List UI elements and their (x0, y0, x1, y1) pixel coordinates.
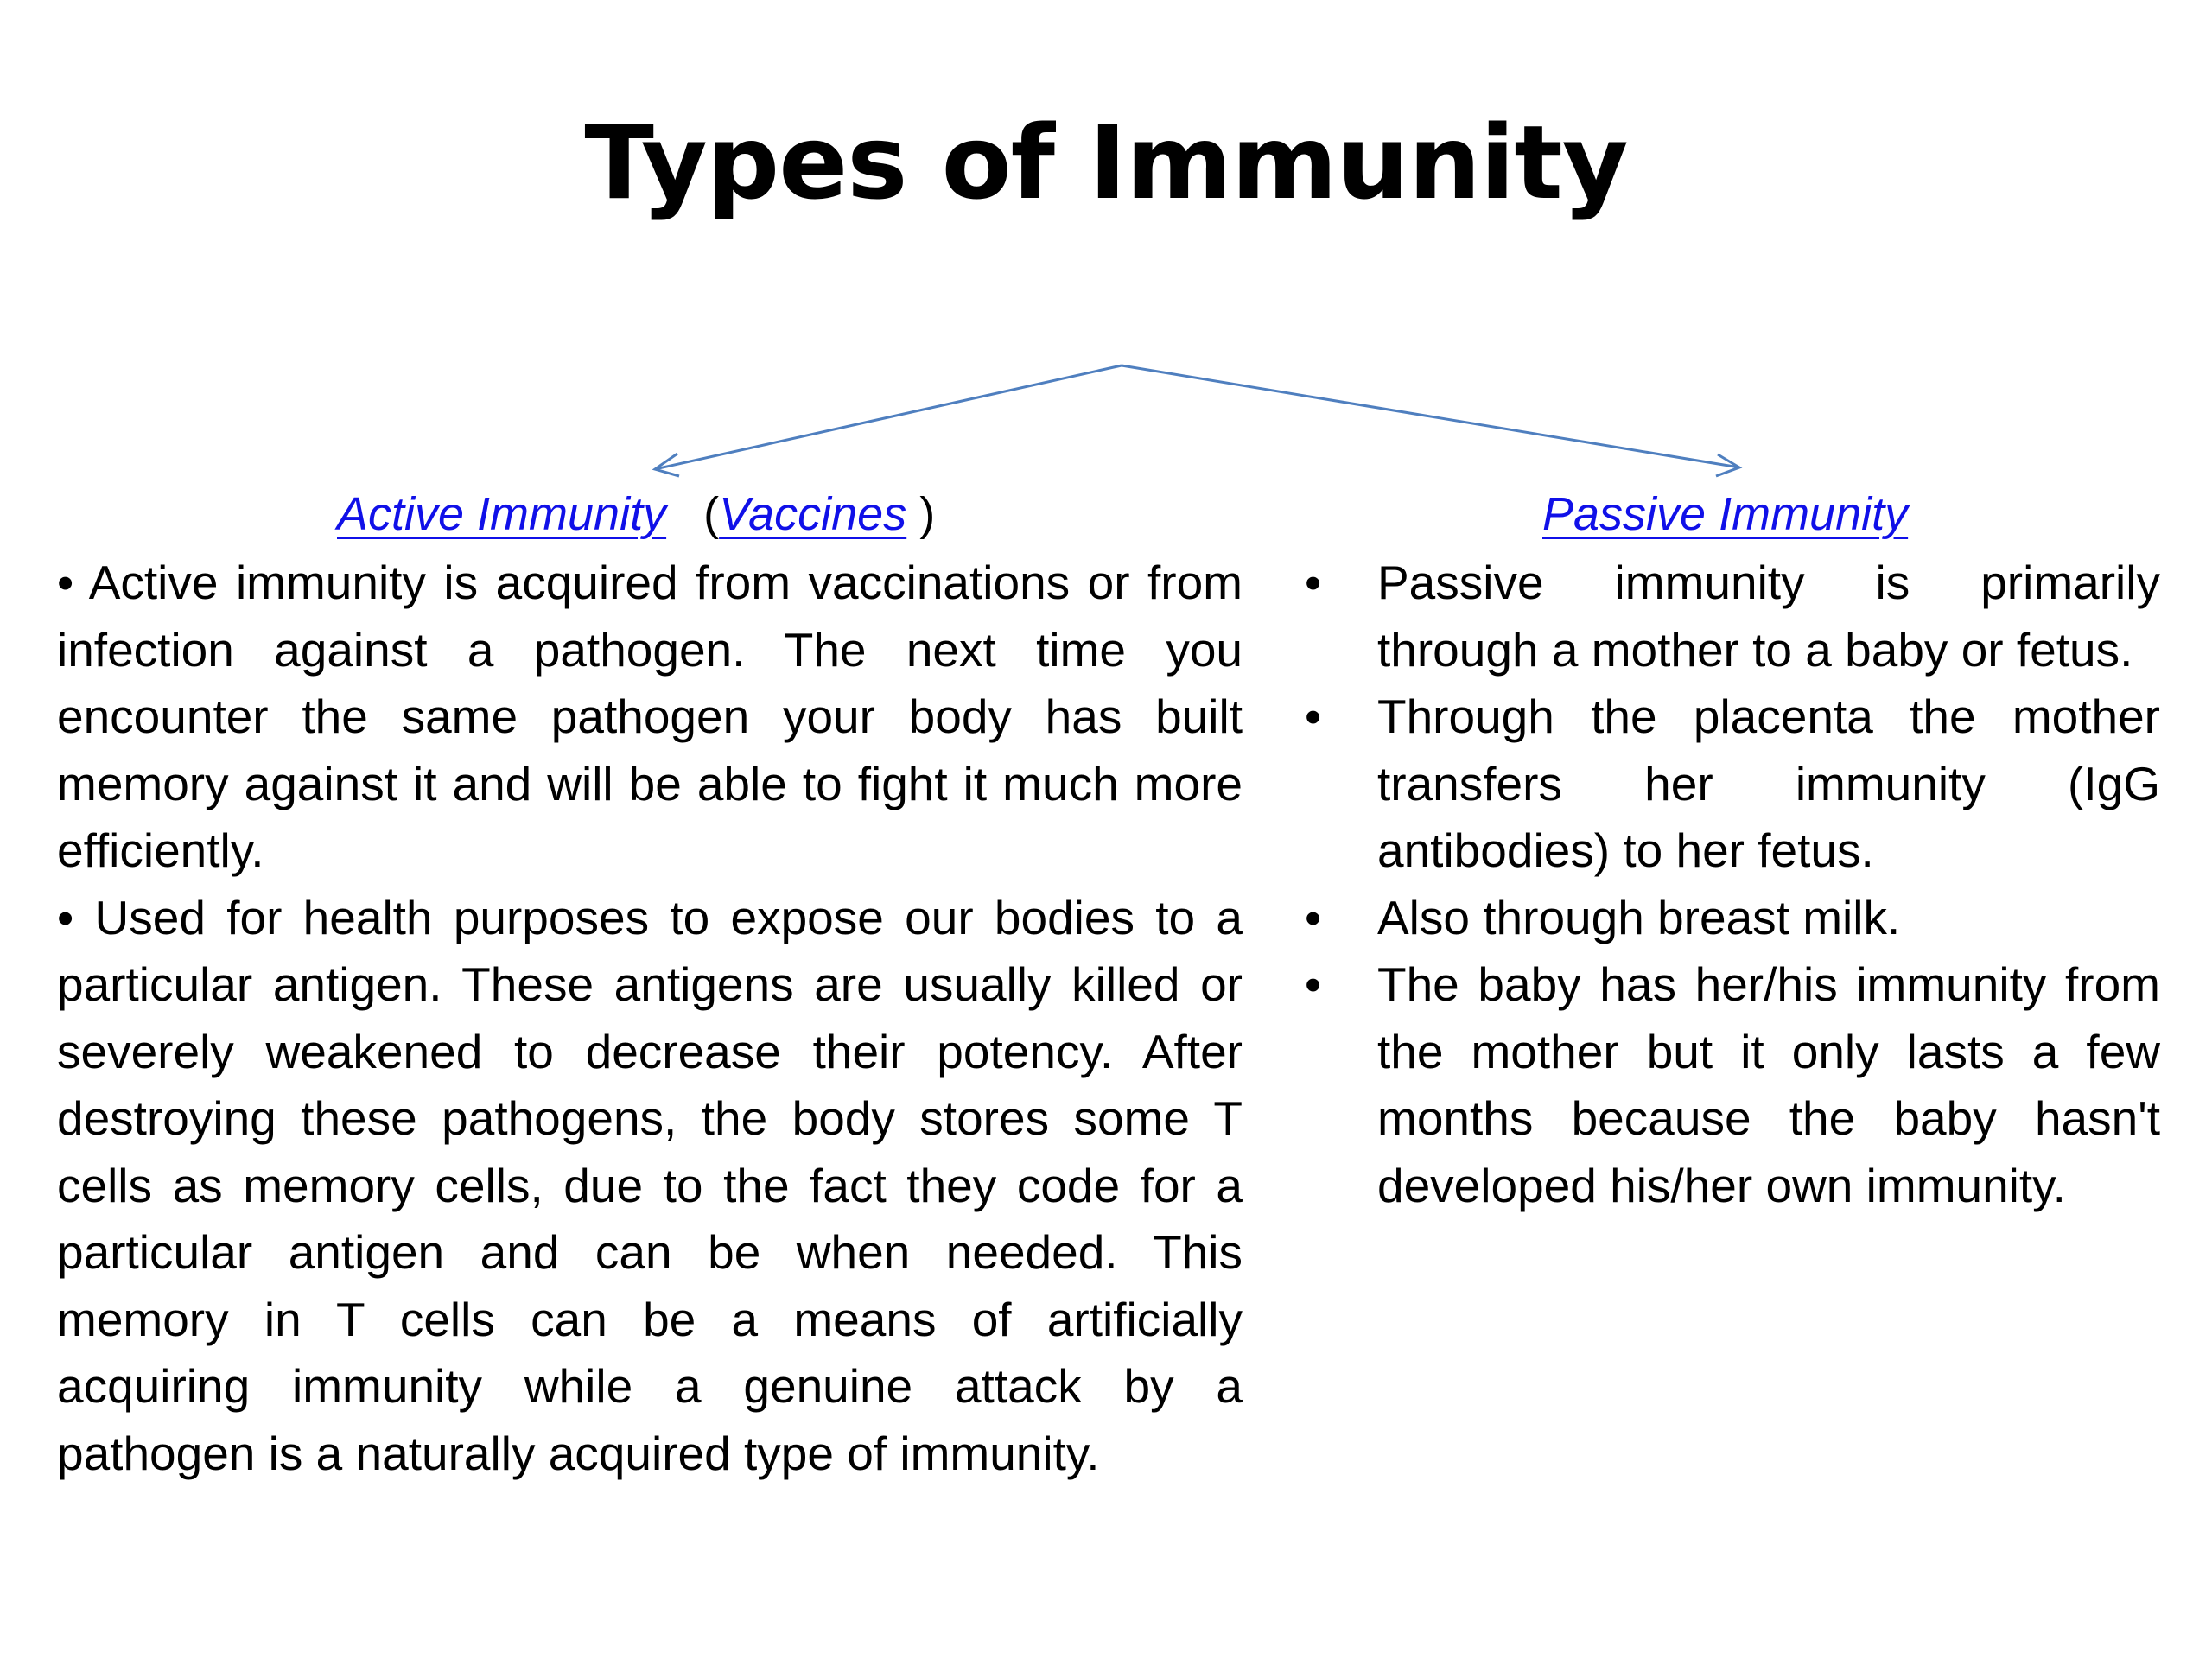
paren-close: ) (919, 488, 936, 540)
active-paragraph-2 (57, 885, 1243, 1488)
active-immunity-heading (337, 484, 935, 544)
bullet-icon: • (1305, 957, 1322, 1011)
list-item-text: Through the placenta the mother transfers her immunity (IgG antibodies) to her fetus. (1377, 690, 2160, 877)
list-item (1305, 951, 2160, 1219)
paragraph-text: Used for health purposes to expose our bodies to a particular antigen. These antigens are usually killed or severely weakened to decrease their potency. After destroying these pathogens, the body stores some T cells as memory cells, due to the fact they code for a particular antigen and can be when needed. This memory in T cells can be a means of artificially acquiring immunity while a genuine attack by a pathogen is a naturally acquired type of immunity. (57, 890, 1243, 1480)
list-item-text: Also through breast milk. (1377, 890, 1901, 944)
vaccines-link[interactable]: Vaccines (719, 488, 907, 540)
list-item (1305, 885, 2160, 952)
bullet-icon: • (1305, 690, 1322, 743)
bullet-icon: • (57, 556, 74, 609)
list-item-text: Passive immunity is primarily through a mother to a baby or fetus. (1377, 556, 2160, 677)
passive-immunity-heading (1542, 484, 1908, 544)
passive-immunity-link[interactable]: Passive Immunity (1542, 488, 1909, 540)
arrowhead-right-icon (1716, 454, 1739, 476)
active-immunity-text (57, 550, 1243, 1487)
list-item (1305, 550, 2160, 683)
active-immunity-link[interactable]: Active Immunity (337, 488, 667, 540)
passive-immunity-list (1305, 550, 2160, 1219)
paren-open: ( (703, 488, 720, 540)
bullet-icon: • (1305, 556, 1322, 609)
paragraph-text: Active immunity is acquired from vaccinations or from infection against a pathogen. The next time you encounter the same pathogen your body has built memory against it and will be able to fight it much more efficiently. (57, 556, 1243, 877)
slide-title: Types of Immunity (584, 103, 1628, 222)
bullet-icon: • (1305, 890, 1322, 944)
list-item (1305, 683, 2160, 885)
branch-line-right (1122, 365, 1739, 467)
bullet-icon: • (57, 890, 74, 944)
list-item-text: The baby has her/his immunity from the mother but it only lasts a few months because the baby hasn't developed his/her own immunity. (1377, 957, 2160, 1212)
arrowhead-left-icon (655, 454, 679, 476)
branch-line-left (655, 365, 1122, 469)
active-paragraph-1 (57, 550, 1243, 885)
